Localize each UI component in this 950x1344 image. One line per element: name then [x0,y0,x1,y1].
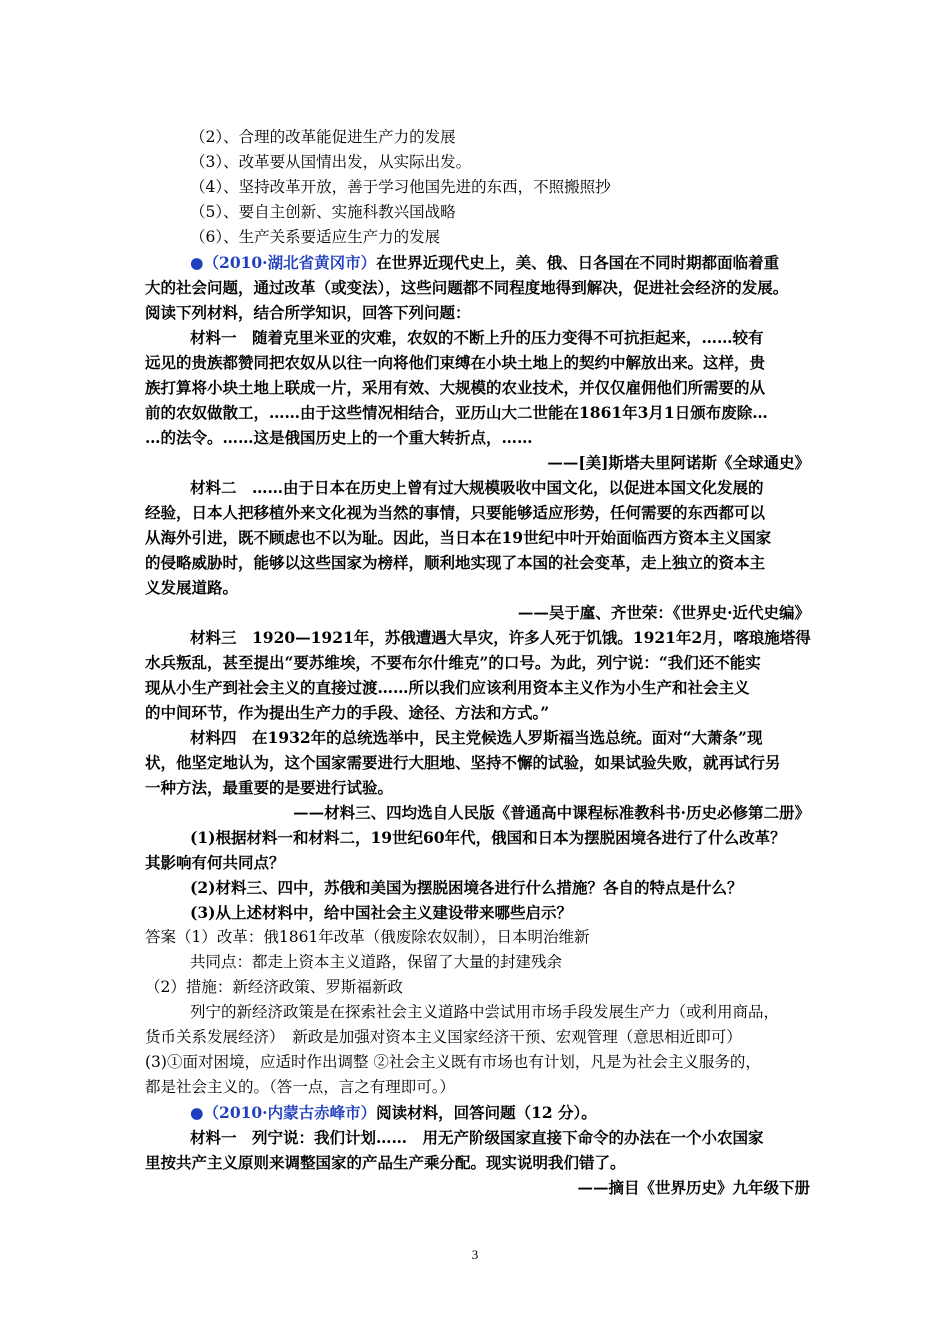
answer-line: 货币关系发展经济） 新政是加强对资本主义国家经济干预、宏观管理（意思相近即可） [145,1028,742,1046]
material-paragraph: 从海外引进，既不顾虑也不以为耻。因此，当日本在19世纪中叶开始面临西方资本主义国家 [145,528,772,547]
sub-question: (3)从上述材料中，给中国社会主义建设带来哪些启示？ [190,903,572,922]
answer-line: 答案（1）改革：俄1861年改革（俄废除农奴制），日本明治维新 [145,928,590,946]
material-paragraph: 义发展道路。 [145,578,239,597]
material-paragraph: 族打算将小块土地上联成一片，采用有效、大规模的农业技术，并仅仅雇佣他们所需要的从 [145,378,766,397]
material-paragraph: 状，他坚定地认为，这个国家需要进行大胆地、坚持不懈的试验，如果试验失败，就再试行另 [145,753,781,772]
material-source: ——[美]斯塔夫里阿诺斯《全球通史》 [547,453,810,472]
material-paragraph: 现从小生产到社会主义的直接过渡……所以我们应该利用资本主义作为小生产和社会主义 [145,678,750,697]
material-paragraph: 远见的贵族都赞同把农奴从以往一向将他们束缚在小块土地上的契约中解放出来。这样，贵 [145,353,766,372]
material-source: ——摘目《世界历史》九年级下册 [577,1178,810,1197]
answer-line: 都是社会主义的。（答一点，言之有理即可。） [145,1078,456,1096]
material-paragraph: 材料四 在1932年的总统选举中，民主党候选人罗斯福当选总统。面对“大萧条”现 [190,728,763,747]
material-source: ——吴于廑、齐世荣：《世界史·近代史编》 [517,603,810,622]
answer-line: (3)①面对困境，应适时作出调整 ②社会主义既有市场也有计划，凡是为社会主义服务的， [145,1053,761,1071]
list-item: （3）、改革要从国情出发，从实际出发。 [190,153,472,171]
question-intro: 阅读下列材料，结合所学知识，回答下列问题： [145,303,471,322]
material-paragraph: 水兵叛乱，甚至提出“要苏维埃，不要布尔什维克”的口号。为此，列宁说：“我们还不能实 [145,653,761,672]
question-intro: 在世界近现代史上，美、俄、日各国在不同时期都面临着重 [376,253,780,272]
sub-question: 其影响有何共同点？ [145,853,285,872]
material-paragraph: 材料三 1920—1921年，苏俄遭遇大旱灾，许多人死于饥饿。1921年2月，喀琅施塔得 [190,628,811,647]
material-paragraph: 里按共产主义原则来调整国家的产品生产乘分配。现实说明我们错了。 [145,1153,626,1172]
question-header [190,1100,810,1125]
question-source: （2010·湖北省黄冈市） [203,253,377,272]
list-item: （2）、合理的改革能促进生产力的发展 [190,128,456,146]
page-number: 3 [471,1247,479,1262]
material-source: ——材料三、四均选自人民版《普通高中课程标准教科书·历史必修第二册》 [293,803,810,822]
material-paragraph: 的侵略威胁时，能够以这些国家为榜样，顺利地实现了本国的社会变革，走上独立的资本主 [145,553,766,572]
material-paragraph: 经验，日本人把移植外来文化视为当然的事情，只要能够适应形势，任何需要的东西都可以 [145,503,766,522]
sub-question: (2)材料三、四中，苏俄和美国为摆脱困境各进行什么措施？各自的特点是什么？ [190,878,743,897]
sub-question: (1)根据材料一和材料二，19世纪60年代，俄国和日本为摆脱困境各进行了什么改革？ [190,828,786,847]
list-item: （5）、要自主创新、实施科教兴国战略 [190,203,456,221]
list-item: （4）、坚持改革开放，善于学习他国先进的东西，不照搬照抄 [190,178,611,196]
material-paragraph: 材料一 随着克里米亚的灾难，农奴的不断上升的压力变得不可抗拒起来，……较有 [190,328,764,347]
list-item: （6）、生产关系要适应生产力的发展 [190,228,441,246]
question-intro: 大的社会问题，通过改革（或变法），这些问题都不同程度地得到解决，促进社会经济的发展。 [145,278,789,297]
answer-line: 共同点：都走上资本主义道路，保留了大量的封建残余 [190,953,563,971]
material-paragraph: 前的农奴做散工，……由于这些情况相结合，亚历山大二世能在1861年3月1日颁布废除… [145,403,768,422]
bullet-icon: ● [190,253,204,272]
material-paragraph: 一种方法，最重要的是要进行试验。 [145,778,394,797]
question-header [190,250,810,275]
material-paragraph: …的法令。……这是俄国历史上的一个重大转折点，…… [145,428,533,447]
question-intro: 阅读材料，回答问题（12 分）。 [376,1103,597,1122]
bullet-icon: ● [190,1103,204,1122]
answer-line: 列宁的新经济政策是在探索社会主义道路中尝试用市场手段发展生产力（或利用商品， [190,1003,780,1021]
material-paragraph: 材料一 列宁说：我们计划…… 用无产阶级国家直接下命令的办法在一个小农国家 [190,1128,764,1147]
answer-line: （2）措施：新经济政策、罗斯福新政 [145,978,403,996]
question-source: （2010·内蒙古赤峰市） [203,1103,377,1122]
material-paragraph: 的中间环节，作为提出生产力的手段、途径、方法和方式。” [145,703,550,722]
material-paragraph: 材料二 ……由于日本在历史上曾有过大规模吸收中国文化，以促进本国文化发展的 [190,478,764,497]
